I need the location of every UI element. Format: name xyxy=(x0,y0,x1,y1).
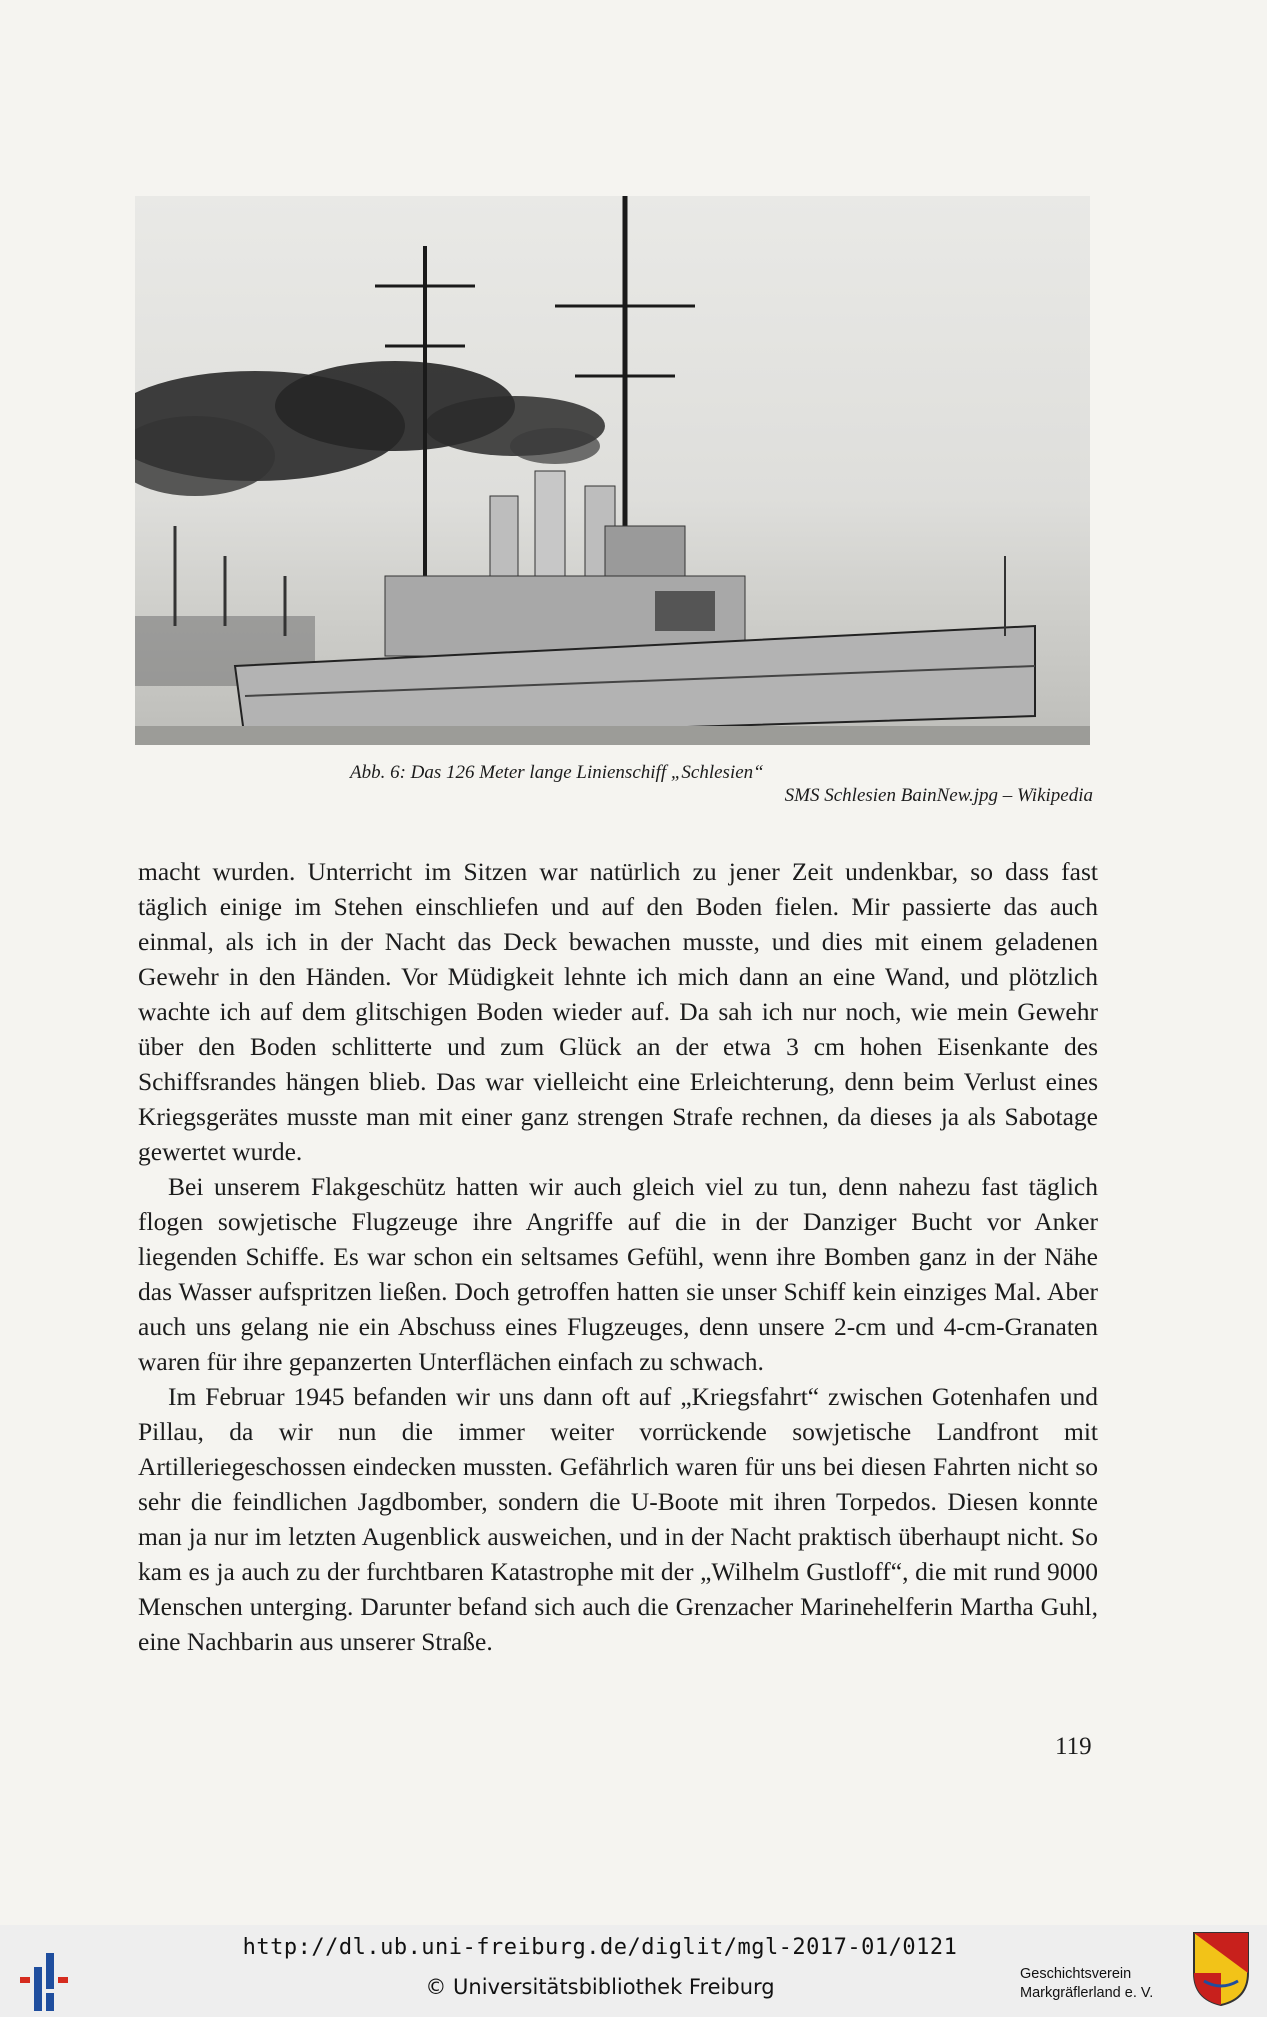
university-library-logo-icon xyxy=(14,1947,78,2013)
paragraph: macht wurden. Unterricht im Sitzen war natürlich zu jener Zeit undenkbar, so dass fast täglich einige im Stehen einschliefen und auf den Boden fielen. Mir passierte das auch einmal, als ich in der Nacht das Deck bewachen musste, und dies mit einem geladenen Gewehr in den Händen. Vor Müdigkeit lehnte ich mich dann an eine Wand, und plötzlich wachte ich auf dem glitschigen Boden wieder auf. Da sah ich nur noch, wie mein Gewehr über den Boden schlitterte und zum Glück an der etwa 3 cm hohen Eisenkante des Schiffsrandes hängen blieb. Das war vielleicht eine Erleichterung, denn beim Verlust eines Kriegsgerätes musste man mit einer ganz strengen Strafe rechnen, da dieses ja als Sabotage gewertet wurde. xyxy=(138,857,1098,1166)
battleship-illustration xyxy=(135,196,1090,745)
battleship-photo xyxy=(135,196,1090,745)
publisher-line-1: Geschichtsverein xyxy=(1020,1966,1132,1982)
publisher-line-2: Markgräflerland e. V. xyxy=(1020,1985,1154,2001)
paragraph: Im Februar 1945 befanden wir uns dann oft auf „Kriegsfahrt“ zwischen Gotenhafen und Pillau, da wir nun die immer weiter vorrückende sowjetische Landfront mit Artilleriegeschossen eindecken mussten. Gefährlich waren für uns bei diesen Fahrten nicht so sehr die feindlichen Jagdbomber, sondern die U-Boote mit ihren Torpedos. Diesen konnte man ja nur im letzten Augenblick ausweichen, und in der Nacht praktisch überhaupt nicht. So kam es ja auch zu der furchtbaren Katastrophe mit der „Wilhelm Gustloff“, die mit rund 9000 Menschen unterging. Darunter befand sich auch die Grenzacher Marinehelferin Martha Guhl, eine Nachbarin aus unserer Straße. xyxy=(138,1382,1098,1656)
figure-caption: Abb. 6: Das 126 Meter lange Linienschiff „Schlesien“ xyxy=(350,762,764,783)
coat-of-arms-icon xyxy=(1192,1931,1250,2007)
publisher-name xyxy=(1020,1965,1153,2003)
footer xyxy=(0,1925,1267,2017)
body-text xyxy=(138,854,1098,1659)
paragraph: Bei unserem Flakgeschütz hatten wir auch gleich viel zu tun, denn nahezu fast täglich flogen sowjetische Flugzeuge ihre Angriffe auf die in der Danziger Bucht vor Anker liegenden Schiffe. Es war schon ein seltsames Gefühl, wenn ihre Bomben ganz in der Nähe das Wasser aufspritzen ließen. Doch getroffen hatten sie unser Schiff kein einziges Mal. Aber auch uns gelang nie ein Abschuss eines Flugzeuges, denn unsere 2-cm und 4-cm-Granaten waren für ihre gepanzerten Unterflächen einfach zu schwach. xyxy=(138,1172,1098,1376)
copyright-notice: © Universitätsbibliothek Freiburg xyxy=(425,1975,775,1999)
source-url-link[interactable]: http://dl.ub.uni-freiburg.de/diglit/mgl-2017-01/0121 xyxy=(242,1935,958,1960)
page-number: 119 xyxy=(1055,1733,1092,1760)
figure-credit: SMS Schlesien BainNew.jpg – Wikipedia xyxy=(784,785,1093,806)
